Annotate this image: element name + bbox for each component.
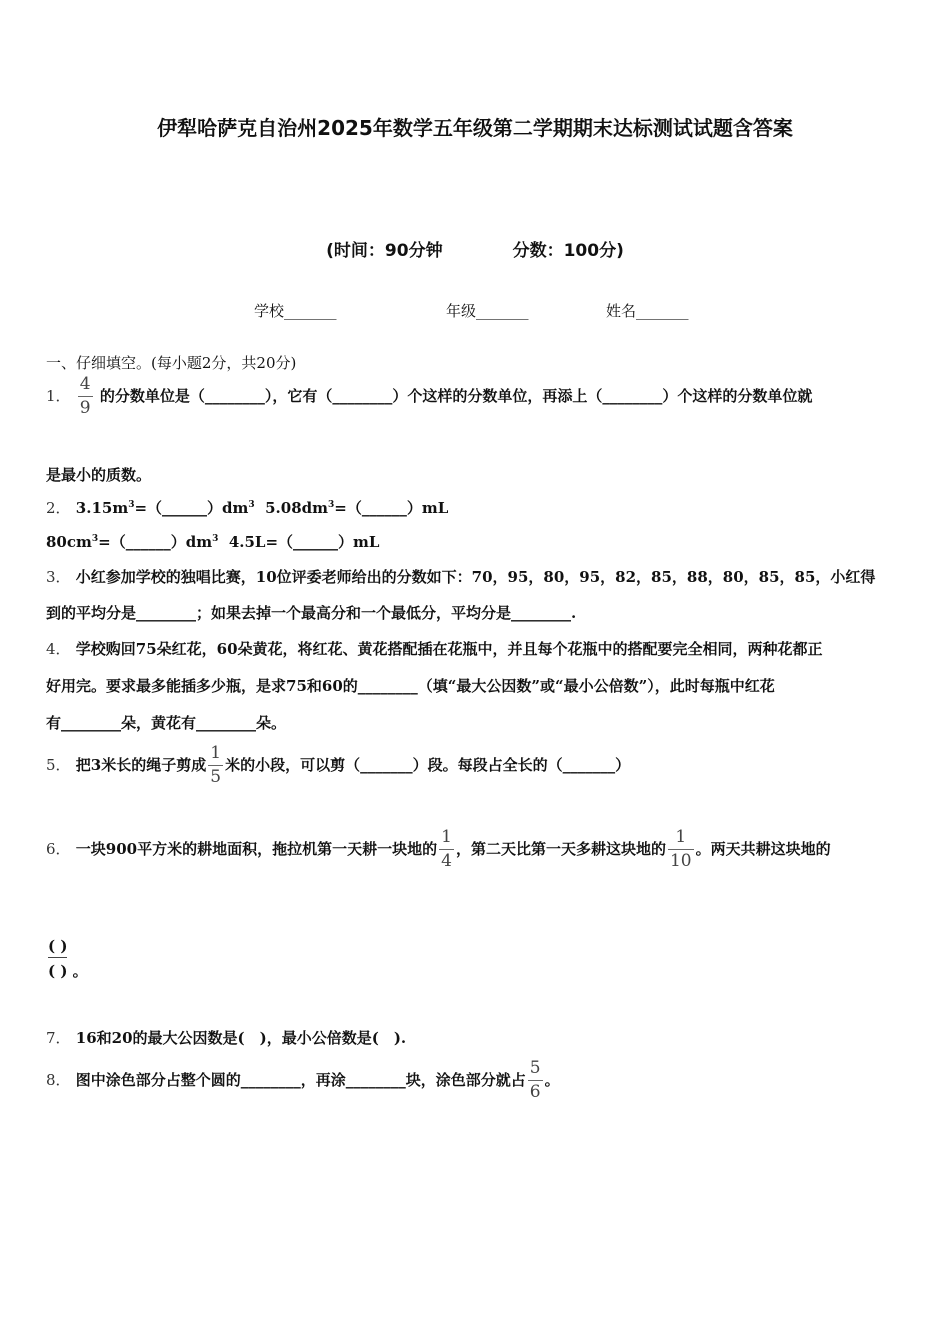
- question-2: [46, 497, 906, 518]
- question-number: 6．: [46, 840, 71, 858]
- fraction: $\frac{1}{5}$: [210, 743, 222, 787]
- question-7: [46, 1027, 906, 1048]
- q2-part-a-rest: =（______）dm: [134, 499, 249, 517]
- question-text: 的分数单位是（________），它有（________）个这样的分数单位，再添上（________）个这样的分数单位就: [99, 387, 813, 405]
- question-number: 1．: [46, 387, 71, 405]
- superscript: 3: [212, 534, 219, 544]
- question-text: 图中涂色部分占整个圆的________，再涂________块，涂色部分就占: [75, 1071, 526, 1089]
- question-number: 5．: [46, 756, 71, 774]
- question-number: 2．: [46, 499, 71, 517]
- question-1: [46, 376, 906, 417]
- question-4: [46, 638, 906, 659]
- grade-field: 年级_______: [446, 302, 529, 320]
- question-text: 一块900平方米的耕地面积，拖拉机第一天耕一块地的: [75, 840, 438, 858]
- question-text: 学校购回75朵红花，60朵黄花，将红花、黄花搭配插在花瓶中，并且每个花瓶中的搭配要完全相同，两种花都正: [75, 640, 823, 658]
- exam-meta: [0, 236, 950, 261]
- question-number: 4．: [46, 640, 71, 658]
- question-text-post: 米的小段，可以剪（_______）段。每段占全长的（_______）: [225, 756, 631, 774]
- fraction: $\frac{4}{9}$: [79, 374, 91, 418]
- superscript: 3: [128, 500, 135, 510]
- question-3-cont: 到的平均分是________；如果去掉一个最高分和一个最低分，平均分是________.: [46, 604, 577, 622]
- superscript: 3: [91, 534, 99, 544]
- blank-numerator: ( ): [48, 937, 67, 958]
- question-4-cont2: 有________朵，黄花有________朵。: [46, 714, 287, 732]
- question-2-cont: [46, 531, 906, 552]
- q2-part-c: 80cm: [46, 533, 92, 551]
- question-text-mid: ，第二天比第一天多耕这块地的: [455, 840, 666, 858]
- q2-part-a: 3.15m: [75, 499, 129, 517]
- question-8: [46, 1060, 906, 1101]
- section-heading: 一、仔细填空。(每小题2分，共20分): [46, 354, 297, 372]
- q2-part-b: 5.08dm: [265, 499, 329, 517]
- fraction: $\frac{1}{4}$: [441, 827, 452, 871]
- q2-part-b-rest: =（______）mL: [334, 499, 449, 517]
- q2-part-d: 4.5L=（______）mL: [228, 533, 380, 551]
- question-6: [46, 829, 906, 870]
- superscript: 3: [248, 500, 255, 510]
- time-limit: (时间：90分钟: [326, 241, 443, 261]
- question-5: [46, 745, 906, 786]
- question-text: 小红参加学校的独唱比赛，10位评委老师给出的分数如下：70，95，80，95，82，85，88，80，85，85，小红得: [75, 568, 876, 586]
- total-score: 分数：100分): [512, 241, 624, 261]
- superscript: 3: [328, 500, 335, 510]
- fraction: $\frac{5}{6}$: [529, 1058, 541, 1102]
- period: 。: [72, 962, 88, 980]
- answer-fraction-blank: [48, 937, 88, 981]
- question-number: 3．: [46, 568, 71, 586]
- blank-denominator: ( ): [48, 962, 68, 980]
- question-text-post: 。: [544, 1071, 560, 1089]
- question-text: 16和20的最大公因数是( )，最小公倍数是( ).: [75, 1029, 407, 1047]
- page-title: 伊犁哈萨克自治州2025年数学五年级第二学期期末达标测试试题含答案: [157, 116, 793, 140]
- school-field: 学校_______: [254, 302, 337, 320]
- name-field: 姓名_______: [606, 302, 689, 320]
- question-3: [46, 566, 906, 587]
- question-text-post: 。两天共耕这块地的: [695, 840, 831, 858]
- q2-part-c-rest: =（______）dm: [98, 533, 213, 551]
- question-4-cont: 好用完。要求最多能插多少瓶，是求75和60的________（填“最大公因数”或“最小公倍数”），此时每瓶中红花: [46, 677, 775, 695]
- question-1-cont: 是最小的质数。: [46, 466, 152, 484]
- question-number: 8．: [46, 1071, 71, 1089]
- fraction: $\frac{1}{10}$: [669, 827, 692, 871]
- question-text: 把3米长的绳子剪成: [75, 756, 207, 774]
- question-number: 7．: [46, 1029, 71, 1047]
